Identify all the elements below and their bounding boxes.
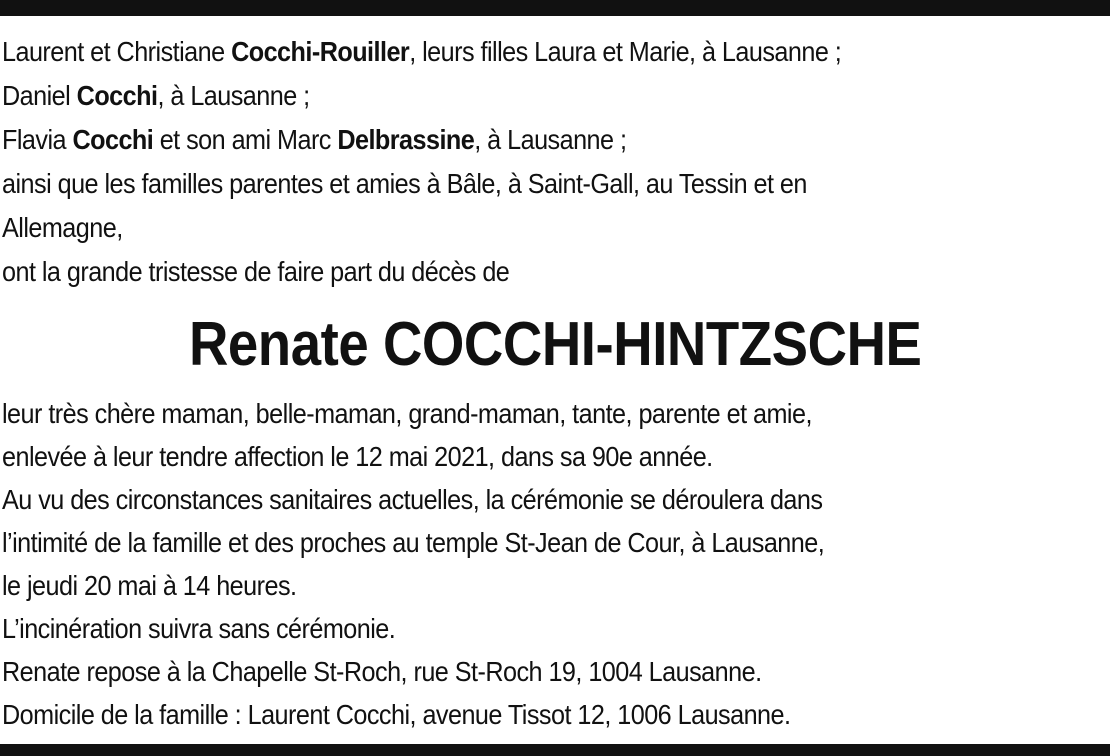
family-surname: Cocchi <box>72 124 154 155</box>
detail-line-7: Renate repose à la Chapelle St-Roch, rue St-Roch 19, 1004 Lausanne. <box>2 656 762 687</box>
family-line-text: ainsi que les familles parentes et amies à Bâle, à Saint-Gall, au Tessin et en <box>2 168 807 199</box>
family-line-text: Daniel <box>2 80 77 111</box>
family-surname: Cocchi <box>76 80 158 111</box>
detail-line-1: leur très chère maman, belle-maman, grand-maman, tante, parente et amie, <box>2 398 812 429</box>
family-line-text: et son ami Marc <box>153 124 338 155</box>
detail-line-8: Domicile de la famille : Laurent Cocchi, avenue Tissot 12, 1006 Lausanne. <box>2 699 791 730</box>
family-line-5 <box>2 206 997 250</box>
family-line-text: , à Lausanne ; <box>474 124 627 155</box>
family-announcement <box>2 30 1108 294</box>
detail-line-6: L’incinération suivra sans cérémonie. <box>2 613 396 644</box>
announcement-details <box>2 392 1108 736</box>
top-border-rule <box>0 0 1110 16</box>
family-line-3 <box>2 118 997 162</box>
family-line-4 <box>2 162 997 206</box>
family-line-6 <box>2 250 997 294</box>
family-surname: Delbrassine <box>337 124 475 155</box>
deceased-name: Renate COCCHI-HINTZSCHE <box>188 310 922 379</box>
detail-line-4: l’intimité de la famille et des proches au temple St-Jean de Cour, à Lausanne, <box>2 527 825 558</box>
bottom-border-rule <box>0 744 1110 756</box>
family-line-text: , leurs filles Laura et Marie, à Lausanne ; <box>409 36 842 67</box>
family-line-text: Flavia <box>2 124 73 155</box>
family-surname: Cocchi-Rouiller <box>231 36 410 67</box>
deceased-name-block <box>0 308 1110 382</box>
detail-line-2: enlevée à leur tendre affection le 12 mai 2021, dans sa 90e année. <box>2 441 713 472</box>
family-line-text: Allemagne, <box>2 212 123 243</box>
family-line-text: , à Lausanne ; <box>157 80 310 111</box>
family-line-text: ont la grande tristesse de faire part du décès de <box>2 256 510 287</box>
family-line-2 <box>2 74 997 118</box>
detail-line-3: Au vu des circonstances sanitaires actuelles, la cérémonie se déroulera dans <box>2 484 823 515</box>
family-line-1 <box>2 30 997 74</box>
detail-line-5: le jeudi 20 mai à 14 heures. <box>2 570 297 601</box>
family-line-text: Laurent et Christiane <box>2 36 232 67</box>
